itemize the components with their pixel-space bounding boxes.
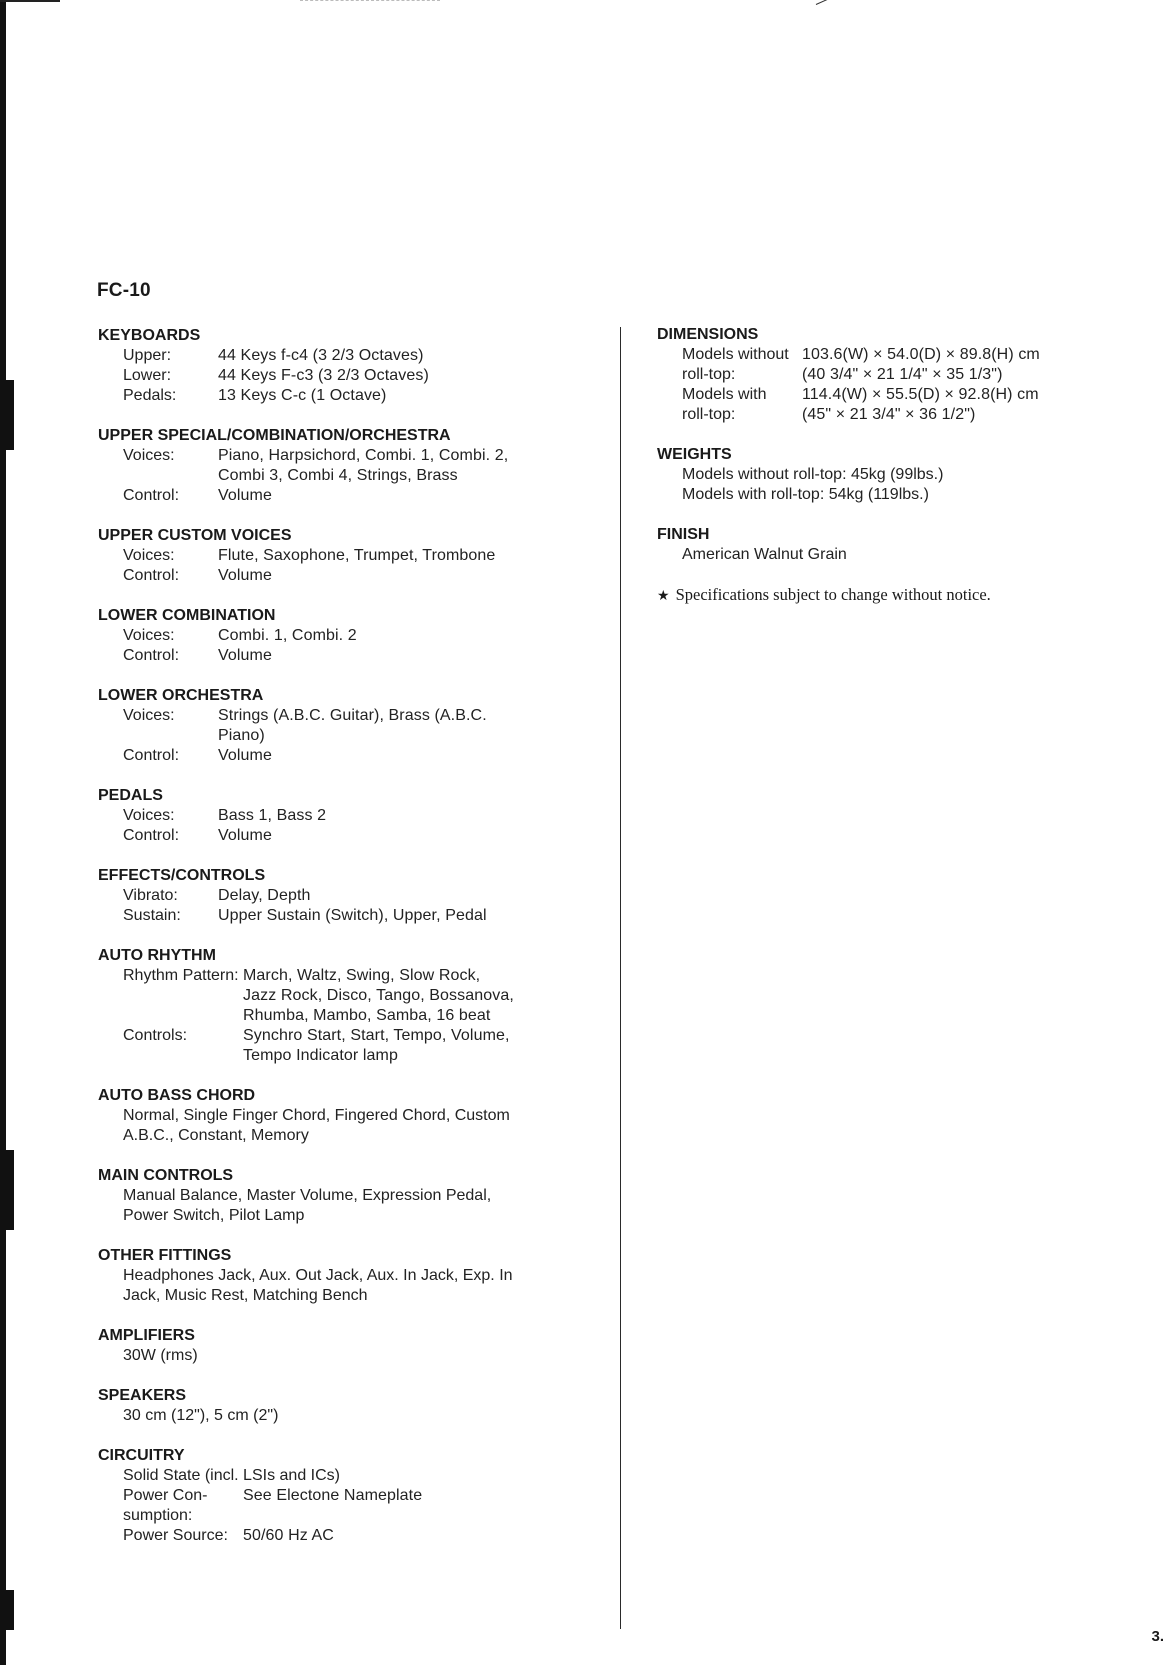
section-text: Solid State (incl. LSIs and ICs) xyxy=(123,1467,340,1484)
section-title: AMPLIFIERS xyxy=(98,1327,195,1344)
spec-row xyxy=(98,1046,618,1066)
spec-value: 44 Keys F-c3 (3 2/3 Octaves) xyxy=(218,367,429,384)
spec-row xyxy=(98,826,618,846)
spec-row xyxy=(657,345,1137,365)
spec-section xyxy=(657,445,1137,505)
spec-section xyxy=(98,1246,618,1306)
spec-value: 50/60 Hz AC xyxy=(243,1527,334,1544)
spec-section xyxy=(98,1326,618,1366)
spec-section xyxy=(98,1166,618,1226)
spec-value xyxy=(243,1506,618,1526)
spec-value: Delay, Depth xyxy=(218,887,311,904)
section-title: WEIGHTS xyxy=(657,446,732,463)
spec-section xyxy=(98,606,618,666)
section-title: AUTO BASS CHORD xyxy=(98,1087,256,1104)
spec-label: Voices: xyxy=(123,447,175,464)
spec-section xyxy=(98,866,618,926)
spec-label: Control: xyxy=(123,567,180,584)
scan-mark xyxy=(0,1590,14,1630)
spec-row xyxy=(98,1006,618,1026)
spec-row xyxy=(98,1526,618,1546)
spec-row xyxy=(98,626,618,646)
spec-value: Volume xyxy=(218,747,272,764)
spec-section xyxy=(98,1446,618,1546)
section-title: UPPER SPECIAL/COMBINATION/ORCHESTRA xyxy=(98,427,451,444)
spec-value: Jazz Rock, Disco, Tango, Bossanova, xyxy=(243,987,514,1004)
spec-value: 103.6(W) × 54.0(D) × 89.8(H) cm xyxy=(802,346,1040,363)
section-title: CIRCUITRY xyxy=(98,1447,185,1464)
spec-label xyxy=(98,1006,243,1026)
spec-value: Tempo Indicator lamp xyxy=(243,1047,398,1064)
spec-label: Voices: xyxy=(123,547,175,564)
spec-label xyxy=(98,726,218,746)
section-title: OTHER FITTINGS xyxy=(98,1247,232,1264)
spec-label: Upper: xyxy=(123,347,172,364)
spec-value: Volume xyxy=(218,647,272,664)
spec-label: roll-top: xyxy=(682,366,736,383)
section-text: Manual Balance, Master Volume, Expression Pedal, xyxy=(123,1187,492,1204)
section-text: Power Switch, Pilot Lamp xyxy=(123,1207,305,1224)
spec-label: Control: xyxy=(123,747,180,764)
spec-value: Upper Sustain (Switch), Upper, Pedal xyxy=(218,907,487,924)
spec-label: Power Source: xyxy=(123,1527,228,1544)
section-title: FINISH xyxy=(657,526,710,543)
spec-value: Volume xyxy=(218,567,272,584)
section-text: A.B.C., Constant, Memory xyxy=(123,1127,309,1144)
spec-label: Rhythm Pattern: xyxy=(123,967,239,984)
spec-value: March, Waltz, Swing, Slow Rock, xyxy=(243,967,481,984)
scan-edge xyxy=(0,0,6,1665)
section-title: MAIN CONTROLS xyxy=(98,1167,234,1184)
spec-value: Volume xyxy=(218,827,272,844)
section-text: Models without roll-top: 45kg (99lbs.) xyxy=(682,466,944,483)
spec-value: 114.4(W) × 55.5(D) × 92.8(H) cm xyxy=(802,386,1039,403)
spec-value: Piano) xyxy=(218,727,265,744)
spec-label: roll-top: xyxy=(682,406,736,423)
spec-section xyxy=(98,526,618,586)
section-text: Normal, Single Finger Chord, Fingered Chord, Custom xyxy=(123,1107,510,1124)
spec-label: Control: xyxy=(123,487,180,504)
section-text: 30W (rms) xyxy=(123,1347,198,1364)
spec-label: sumption: xyxy=(123,1507,193,1524)
spec-value: Combi. 1, Combi. 2 xyxy=(218,627,357,644)
spec-value: Strings (A.B.C. Guitar), Brass (A.B.C. xyxy=(218,707,487,724)
top-dash xyxy=(300,0,440,2)
spec-row xyxy=(98,1506,618,1526)
note-text: Specifications subject to change without notice. xyxy=(675,585,991,604)
corner-stroke xyxy=(816,0,862,5)
scan-mark xyxy=(0,380,14,450)
spec-section xyxy=(98,1086,618,1146)
section-title: SPEAKERS xyxy=(98,1387,187,1404)
spec-label: Voices: xyxy=(123,807,175,824)
spec-section xyxy=(98,786,618,846)
section-title: KEYBOARDS xyxy=(98,327,201,344)
star-icon: ★ xyxy=(657,588,670,604)
section-title: DIMENSIONS xyxy=(657,326,759,343)
spec-label: Lower: xyxy=(123,367,172,384)
spec-value: (45" × 21 3/4" × 36 1/2") xyxy=(802,406,976,423)
spec-row xyxy=(98,706,618,726)
spec-section xyxy=(98,946,618,1066)
spec-label: Voices: xyxy=(123,707,175,724)
spec-row xyxy=(98,1026,618,1046)
spec-row xyxy=(98,726,618,746)
spec-label: Vibrato: xyxy=(123,887,178,904)
spec-section xyxy=(657,525,1137,565)
spec-label xyxy=(98,466,218,486)
spec-value: Volume xyxy=(218,487,272,504)
spec-section xyxy=(657,325,1137,425)
spec-section xyxy=(98,686,618,766)
spec-row xyxy=(98,566,618,586)
spec-label: Models without xyxy=(682,346,789,363)
spec-label: Controls: xyxy=(123,1027,188,1044)
spec-label: Voices: xyxy=(123,627,175,644)
spec-section xyxy=(98,1386,618,1426)
spec-label: Power Con- xyxy=(123,1487,208,1504)
spec-label: Sustain: xyxy=(123,907,181,924)
spec-row xyxy=(98,486,618,506)
section-title: AUTO RHYTHM xyxy=(98,947,216,964)
spec-row xyxy=(98,546,618,566)
left-column xyxy=(98,326,618,1566)
spec-value: Rhumba, Mambo, Samba, 16 beat xyxy=(243,1007,491,1024)
spec-value: (40 3/4" × 21 1/4" × 35 1/3") xyxy=(802,366,1003,383)
spec-row xyxy=(98,906,618,926)
spec-row xyxy=(98,446,618,466)
spec-label: Models with xyxy=(682,386,767,403)
section-text: Headphones Jack, Aux. Out Jack, Aux. In Jack, Exp. In xyxy=(123,1267,513,1284)
page-number: 3. xyxy=(1151,1628,1164,1645)
spec-row xyxy=(98,646,618,666)
spec-row xyxy=(98,1486,618,1506)
spec-label: Control: xyxy=(123,647,180,664)
section-text: American Walnut Grain xyxy=(682,546,847,563)
spec-row xyxy=(98,966,618,986)
spec-value: Bass 1, Bass 2 xyxy=(218,807,327,824)
spec-label xyxy=(98,986,243,1006)
spec-section xyxy=(98,326,618,406)
section-title: UPPER CUSTOM VOICES xyxy=(98,527,292,544)
spec-value: Piano, Harpsichord, Combi. 1, Combi. 2, xyxy=(218,447,509,464)
section-title: PEDALS xyxy=(98,787,163,804)
spec-label: Control: xyxy=(123,827,180,844)
section-title: LOWER ORCHESTRA xyxy=(98,687,264,704)
right-column xyxy=(657,325,1137,606)
section-text: Jack, Music Rest, Matching Bench xyxy=(123,1287,368,1304)
section-text: Models with roll-top: 54kg (119lbs.) xyxy=(682,486,929,503)
spec-note xyxy=(657,585,1137,606)
spec-row xyxy=(98,986,618,1006)
section-title: LOWER COMBINATION xyxy=(98,607,276,624)
spec-row xyxy=(98,466,618,486)
spec-section xyxy=(98,426,618,506)
spec-row xyxy=(98,366,618,386)
spec-row xyxy=(657,385,1137,405)
spec-label: Pedals: xyxy=(123,387,177,404)
spec-value: 13 Keys C-c (1 Octave) xyxy=(218,387,387,404)
spec-row xyxy=(98,346,618,366)
right-sections xyxy=(657,325,1137,565)
spec-row xyxy=(98,806,618,826)
spec-row xyxy=(98,386,618,406)
top-rule xyxy=(0,0,60,2)
scan-mark xyxy=(0,1150,14,1230)
spec-row xyxy=(657,365,1137,385)
spec-label xyxy=(98,1046,243,1066)
spec-row xyxy=(657,405,1137,425)
section-text: 30 cm (12"), 5 cm (2") xyxy=(123,1407,279,1424)
spec-value: 44 Keys f-c4 (3 2/3 Octaves) xyxy=(218,347,424,364)
spec-value: Combi 3, Combi 4, Strings, Brass xyxy=(218,467,458,484)
spec-row xyxy=(98,886,618,906)
spec-value: See Electone Nameplate xyxy=(243,1487,423,1504)
section-title: EFFECTS/CONTROLS xyxy=(98,867,266,884)
spec-row xyxy=(98,746,618,766)
spec-value: Synchro Start, Start, Tempo, Volume, xyxy=(243,1027,510,1044)
column-divider xyxy=(620,327,621,1629)
spec-value: Flute, Saxophone, Trumpet, Trombone xyxy=(218,547,496,564)
model-title: FC-10 xyxy=(97,280,151,301)
